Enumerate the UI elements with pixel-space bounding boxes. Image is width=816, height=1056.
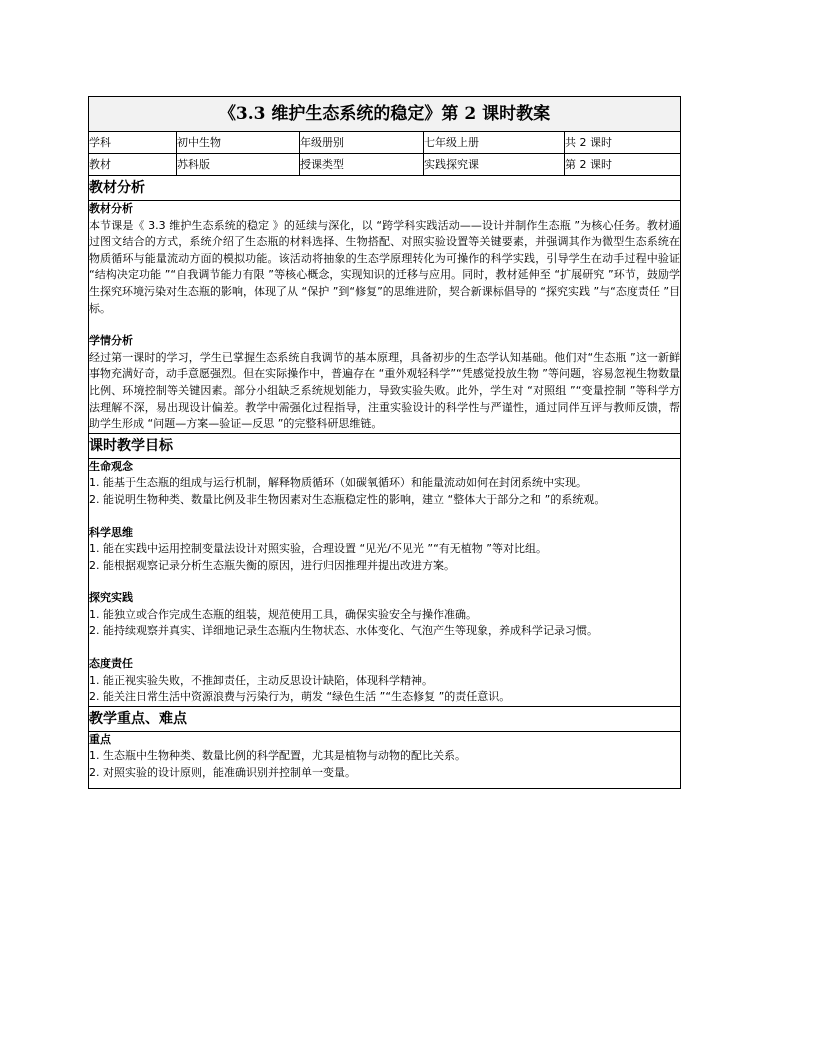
objective-group-title: 探究实践: [89, 591, 133, 605]
info-current-period: 第 2 课时: [565, 154, 681, 176]
info-label-subject: 学科: [89, 132, 177, 154]
objective-item: 1. 能基于生态瓶的组成与运行机制，解释物质循环（如碳氧循环）和能量流动如何在封闭系统中实现。: [89, 476, 587, 490]
lesson-plan-table: [88, 96, 681, 789]
section-heading-key-points: 教学重点、难点: [89, 706, 681, 731]
info-value-textbook: 苏科版: [177, 154, 300, 176]
objective-item: 2. 能根据观察记录分析生态瓶失衡的原因，进行归因推理并提出改进方案。: [89, 558, 455, 572]
section-body-objectives: [89, 458, 681, 706]
info-label-lesson-type: 授课类型: [300, 154, 424, 176]
objective-item: 2. 能说明生物种类、数量比例及非生物因素对生态瓶稳定性的影响，建立 “整体大于部分之和 ”的系统观。: [89, 492, 606, 506]
info-value-subject: 初中生物: [177, 132, 300, 154]
paragraph-textbook-analysis: 本节课是《 3.3 维护生态系统的稳定 》的延续与深化，以 “跨学科实践活动——设计并制作生态瓶 ”为核心任务。教材通过图文结合的方式，系统介绍了生态瓶的材料选择、生物搭配、对照实验设置等关键要素，并强调其作为微型生态系统在物质循环与能量流动方面的模拟功能。该活动将抽象的生态学原理转化为可操作的科学实践，引导学生在动手过程中验证 “结构决定功能 ”“自我调节能力有限 ”等核心概念，实现知识的迁移与应用。同时，教材延伸至 “扩展研究 ”环节，鼓励学生探究环境污染对生态瓶的影响，体现了从 “保护 ”到“修复”的思维进阶，契合新课标倡导的 “探究实践 ”与“态度责任 ”目标。: [89, 218, 681, 315]
info-value-grade: 七年级上册: [424, 132, 565, 154]
info-total-periods: 共 2 课时: [565, 132, 681, 154]
objective-item: 1. 能正视实验失败，不推卸责任，主动反思设计缺陷，体现科学精神。: [89, 673, 433, 687]
subheading-textbook-analysis: 教材分析: [89, 202, 133, 215]
objective-group-title: 生命观念: [89, 459, 133, 473]
info-value-lesson-type: 实践探究课: [424, 154, 565, 176]
info-label-grade: 年级册别: [300, 132, 424, 154]
document-title: 《3.3 维护生态系统的稳定》第 2 课时教案: [89, 97, 681, 132]
info-row-textbook: [89, 154, 681, 176]
section-heading-textbook-analysis: 教材分析: [89, 176, 681, 201]
section-body-textbook-analysis: [89, 201, 681, 434]
key-point-item: 1. 生态瓶中生物种类、数量比例的科学配置，尤其是植物与动物的配比关系。: [89, 749, 466, 763]
objective-item: 1. 能在实践中运用控制变量法设计对照实验，合理设置 “见光/不见光 ”“有无植物 ”等对比组。: [89, 542, 547, 556]
section-body-key-points: [89, 731, 681, 788]
objective-group-title: 科学思维: [89, 525, 133, 539]
lesson-plan-page: [88, 96, 680, 789]
objective-item: 2. 能持续观察并真实、详细地记录生态瓶内生物状态、水体变化、气泡产生等现象，养成科学记录习惯。: [89, 624, 598, 638]
subheading-key-points: 重点: [89, 732, 111, 746]
info-label-textbook: 教材: [89, 154, 177, 176]
key-point-item: 2. 对照实验的设计原则，能准确识别并控制单一变量。: [89, 766, 356, 780]
objective-group-title: 态度责任: [89, 657, 133, 671]
objective-item: 1. 能独立或合作完成生态瓶的组装，规范使用工具，确保实验安全与操作准确。: [89, 607, 477, 621]
paragraph-student-analysis: 经过第一课时的学习，学生已掌握生态系统自我调节的基本原理，具备初步的生态学认知基础。他们对“生态瓶 ”这一新鲜事物充满好奇，动手意愿强烈。但在实际操作中，普遍存在 “重外观轻科学”“凭感觉投放生物 ”等问题，容易忽视生物数量比例、环境控制等关键因素。部分小组缺乏系统规划能力，导致实验失败。此外，学生对 “对照组 ”“变量控制 ”等科学方法理解不深，易出现设计偏差。教学中需强化过程指导，注重实验设计的科学性与严谨性，通过同伴互评与教师反馈，帮助学生形成 “问题—方案—验证—反思 ”的完整科研思维链。: [89, 350, 681, 431]
section-heading-objectives: 课时教学目标: [89, 433, 681, 458]
objective-item: 2. 能关注日常生活中资源浪费与污染行为，萌发 “绿色生活 ”“生态修复 ”的责任意识。: [89, 690, 511, 704]
info-row-subject: [89, 132, 681, 154]
subheading-student-analysis: 学情分析: [89, 334, 133, 348]
